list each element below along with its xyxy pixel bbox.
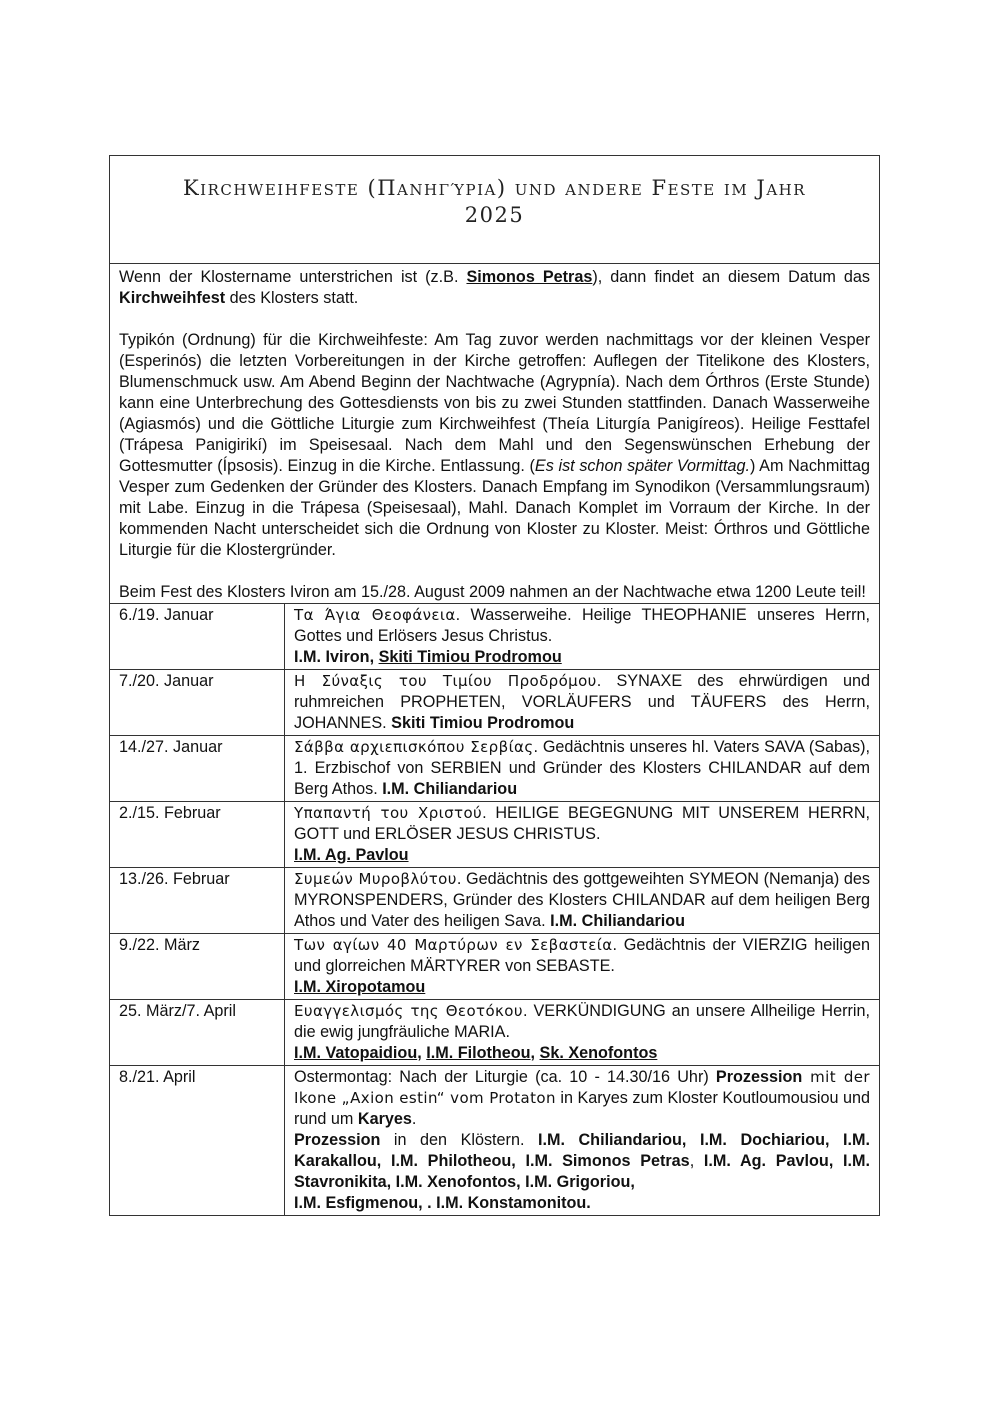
feast-description xyxy=(285,736,879,801)
monastery-name: I.M. Chiliandariou xyxy=(550,912,686,930)
feast-text: . Gedächtnis des gottgeweihten SYMEON (Nemanja) des MYRONSPENDERS, Gründer des Klosters CHILANDAR auf dem heiligen Berg Athos und Vater des heiligen Sava. xyxy=(294,870,871,930)
intro-paragraph-1 xyxy=(119,267,870,309)
intro-text: Typikón (Ordnung) für die Kirchweihfeste: Am Tag zuvor werden nachmittags vor der kleinen Vesper (Esperinós) die letzten Vorbereitungen in der Kirche getroffen: Auflegen der Titelikone des Klosters, Blumenschmuck usw. Am Abend Beginn der Nachtwache (Agrypnía). Nach dem Órthros (Erste Stunde) kann eine Unterbrechung des Gottesdiensts von bis zu zwei Stunden stattfinden. Danach Wasserweihe (Agiasmós) und die Göttliche Liturgie zum Kirchweihfest (Theía Liturgía Panigíreos). Heilige Festtafel (Trápesa Panigirikí) im Speisesaal. Nach dem Mahl und den Segenswünschen Erhebung der Gottesmutter (Ípsosis). Einzug in die Kirche. Entlassung. ( xyxy=(119,331,870,475)
feast-description xyxy=(285,868,879,933)
feast-text: . SYNAXE des ehrwürdigen und ruhmreichen PROPHETEN, VORLÄUFERS und TÄUFERS des Herrn, JOHANNES. xyxy=(294,672,871,732)
intro-text: ), dann findet an diesem Datum das xyxy=(592,268,870,286)
separator: , xyxy=(530,1044,540,1062)
feast-text: . Wasserweihe. Heilige THEOPHANIE unseres Herrn, Gottes und Erlösers Jesus Christus. xyxy=(294,606,871,645)
monastery-name: I.M. Iviron xyxy=(294,648,370,666)
greek-feast-name: Των αγίων 40 Μαρτύρων εν Σεβαστεία xyxy=(294,936,613,954)
title-line-2: 2025 xyxy=(464,203,525,227)
feast-description xyxy=(285,670,879,735)
feast-description xyxy=(285,1066,879,1215)
feast-text: Ostermontag: Nach der Liturgie (ca. 10 - 14.30/16 Uhr) xyxy=(294,1068,716,1086)
feast-date: 9./22. März xyxy=(110,934,285,999)
feast-text: in Karyes zum Kloster Koutloumousiou und rund um xyxy=(294,1089,870,1128)
greek-feast-name: Συμεών Μυροβλύτου xyxy=(294,870,457,888)
intro-text: ) Am Nachmittag Vesper zum Gedenken der Gründer des Klosters. Danach Empfang im Synodikon (Versammlungsraum) mit Labe. Einzug in die Trápesa (Speisesaal), Mahl. Danach Komplet im Vorraum der Kirche. In der kommenden Nacht unterscheidet sich die Ordnung von Kloster zu Kloster. Meist: Órthros und Göttliche Liturgie für die Klostergründer. xyxy=(119,457,870,559)
feast-description xyxy=(285,934,879,999)
monastery-name: Skiti Timiou Prodromou xyxy=(391,714,575,732)
greek-feast-name: Ευαγγελισμός της Θεοτόκου xyxy=(294,1002,523,1020)
feast-row xyxy=(110,604,879,670)
feast-text: in den Klöstern. xyxy=(380,1131,538,1149)
feast-description xyxy=(285,1000,879,1065)
feast-text: . xyxy=(411,1110,417,1128)
intro-section xyxy=(110,264,879,604)
feast-text: . VERKÜNDIGUNG an unsere Allheilige Herrin, die ewig jungfräuliche MARIA. xyxy=(294,1002,871,1041)
intro-paragraph-2 xyxy=(119,330,870,561)
feast-description xyxy=(285,604,879,669)
monastery-name-underlined: Skiti Timiou Prodromou xyxy=(378,648,562,666)
feast-date: 25. März/7. April xyxy=(110,1000,285,1065)
feast-text: . Gedächtnis unseres hl. Vaters SAVA (Sabas), 1. Erzbischof von SERBIEN und Gründer des Klosters CHILANDAR auf dem Berg Athos. xyxy=(294,738,870,798)
procession-term: Prozession xyxy=(294,1131,381,1149)
separator: , xyxy=(689,1152,704,1170)
monastery-name: I.M. Chiliandariou xyxy=(382,780,518,798)
greek-feast-name: Τα Άγια Θεοφάνεια xyxy=(294,606,456,624)
feast-row xyxy=(110,736,879,802)
place-name: Karyes xyxy=(357,1110,412,1128)
intro-text: des Klosters statt. xyxy=(225,289,359,307)
feast-date: 14./27. Januar xyxy=(110,736,285,801)
intro-text: Wenn der Klostername unterstrichen ist (z.B. xyxy=(119,268,467,286)
title-line-1: Kirchweihfeste (Πανηγύρια) und andere Feste im Jahr xyxy=(182,176,807,200)
separator: , xyxy=(417,1044,427,1062)
monastery-name-underlined: I.M. Filotheou xyxy=(426,1044,531,1062)
feast-row xyxy=(110,934,879,1000)
greek-feast-name: Σάββα αρχιεπισκόπου Σερβίας xyxy=(294,738,534,756)
feast-text: mit der Ikone „Axion estin“ vom Protaton xyxy=(294,1068,870,1107)
feast-row xyxy=(110,802,879,868)
intro-italic: Es ist schon später Vormittag. xyxy=(534,457,751,475)
feast-row xyxy=(110,868,879,934)
feast-date: 6./19. Januar xyxy=(110,604,285,669)
monastery-name-underlined: I.M. Ag. Pavlou xyxy=(294,846,409,864)
kirchweihfest-term: Kirchweihfest xyxy=(119,289,226,307)
feast-date: 13./26. Februar xyxy=(110,868,285,933)
greek-feast-name: Υπαπαντή του Χριστού xyxy=(294,804,483,822)
intro-paragraph-3: Beim Fest des Klosters Iviron am 15./28. August 2009 nahmen an der Nachtwache etwa 1200 Leute teil! xyxy=(119,583,866,601)
monastery-name-underlined: Sk. Xenofontos xyxy=(539,1044,658,1062)
title-box xyxy=(110,156,879,264)
feast-row xyxy=(110,670,879,736)
monastery-list: I.M. Ag. Pavlou, I.M. Stavronikita, I.M. Xenofontos, I.M. Grigoriou, xyxy=(294,1152,870,1191)
feast-text: . HEILIGE BEGEGNUNG MIT UNSEREM HERRN, GOTT und ERLÖSER JESUS CHRISTUS. xyxy=(294,804,871,843)
feast-row xyxy=(110,1000,879,1066)
example-monastery: Simonos Petras xyxy=(466,268,593,286)
feast-text: . Gedächtnis der VIERZIG heiligen und glorreichen MÄRTYRER von SEBASTE. xyxy=(294,936,870,975)
monastery-name-underlined: I.M. Xiropotamou xyxy=(294,978,426,996)
feast-date: 7./20. Januar xyxy=(110,670,285,735)
feast-date: 2./15. Februar xyxy=(110,802,285,867)
separator: , xyxy=(369,648,379,666)
feast-row xyxy=(110,1066,879,1215)
monastery-list: I.M. Chiliandariou, I.M. Dochiariou, I.M. Karakallou, I.M. Philotheou, I.M. Simonos Petras xyxy=(294,1131,870,1170)
monastery-list: I.M. Esfigmenou, . I.M. Konstamonitou. xyxy=(294,1194,591,1212)
greek-feast-name: Η Σύναξις του Τιμίου Προδρόμου xyxy=(294,672,597,690)
monastery-name-underlined: I.M. Vatopaidiou xyxy=(294,1044,418,1062)
procession-term: Prozession xyxy=(715,1068,803,1086)
page-title xyxy=(120,175,869,229)
document-frame xyxy=(109,155,880,1216)
feast-description xyxy=(285,802,879,867)
feast-date: 8./21. April xyxy=(110,1066,285,1215)
